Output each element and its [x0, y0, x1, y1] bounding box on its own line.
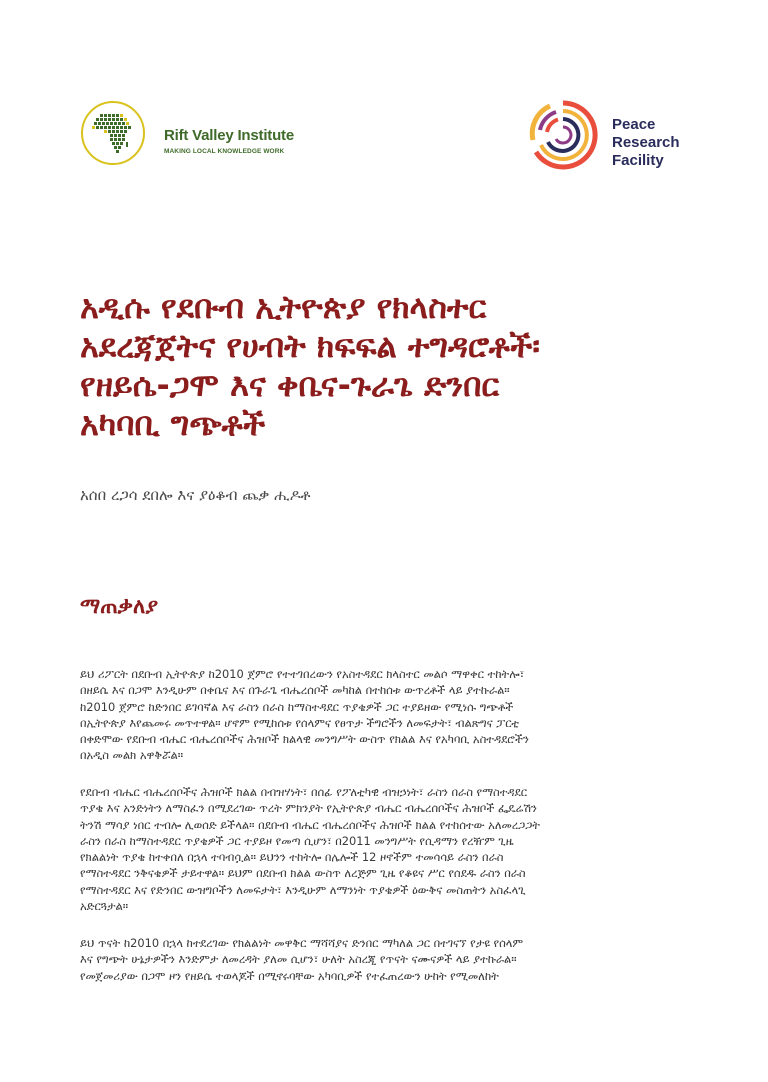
title-line: አዲሱ የደቡብ ኢትዮጵያ የክላስተር — [80, 288, 487, 326]
paragraph-line: በዘይሴ እና በጋሞ እንዲሁም በቀቤና እና በጉራጌ ብሔረሰቦች መካከል በተከሰቱ ውጥረቶች ላይ ያተኩራል። — [80, 683, 510, 698]
title-line: የዘይሴ-ጋሞ እና ቀቤና-ጉራጌ ድንበር — [80, 366, 500, 404]
rvi-tagline: MAKING LOCAL KNOWLEDGE WORK — [164, 148, 285, 155]
paragraph-line: በቀድሞው የደቡብ ብሔር ብሔረሰቦችና ሕዝቦች ክልላዊ መንግሥት ውስጥ የክልል እና የአካባቢ አስተዳደሮችን — [80, 732, 529, 747]
prf-name — [612, 116, 680, 170]
africa-map-icon — [80, 100, 146, 166]
concentric-rings-icon — [528, 100, 598, 170]
paragraph-line: የማስተዳደር እና የድንበር ውዝግቦችን ለመፍታት፣ እንዲሁም ለማንነት ጥያቄዎች ዕውቅና መስጠትን አስፈላጊ — [80, 882, 526, 897]
prf-line-1: Peace — [612, 116, 656, 133]
summary-heading: ማጠቃለያ — [80, 594, 159, 618]
paragraph-line: ራስን በራስ ከማስተዳደር ጥያቄዎች ጋር ተያይዞ የመጣ ሲሆን፣ በ2011 መንግሥት የሲዳማን የረዥም ጊዜ — [80, 833, 514, 848]
paragraph-line: ጥያቄ እና አንድነትን ለማስፈን በሚደረገው ጥረት ምክንያት የኢትዮጵያ ብሔር ብሔረሰቦችና ሕዝቦች ፌዴሬሽን — [80, 801, 537, 816]
paragraph-line: ይህ ጥናት ከ2010 በኋላ ከተደረገው የክልልነት መዋቅር ማሻሻያና ድንበር ማካለል ጋር በተገናኘ የታዩ የሰላም — [80, 936, 524, 950]
paragraph-line: እና የግጭት ሁኔታዎችን እንድምታ ለመረዳት ያለመ ሲሆን፣ ሁለት አስረጂ የጥናት ናሙናዎች ላይ ያተኩራል። — [80, 952, 517, 967]
paragraph-line: የማስተዳደር ንቅናቄዎች ታይተዋል። ይህም በደቡብ ክልል ውስጥ ለረጅም ጊዜ የቆዩና ሥር የሰደዱ ራስን በራስ — [80, 866, 526, 881]
paragraph-line: ትንሽ ማሳያ ነበር ተብሎ ሊወሰድ ይችላል። በደቡብ ብሔር ብሔረሰቦችና ሕዝቦች ክልል የተከሰተው አለመረጋጋት — [80, 817, 540, 832]
summary-paragraph-1 — [80, 666, 688, 764]
paragraph-line: የደቡብ ብሔር ብሔረሰቦችና ሕዝቦች ክልል በብዝሃነት፣ በሰፊ የፖለቲካዊ ብዝኃነት፣ ራስን በራስ የማስተዳደር — [80, 785, 528, 799]
paragraph-line: በአዲስ መልክ አዋቅሯል። — [80, 748, 184, 763]
title-line: አካባቢ ግጭቶች — [80, 405, 266, 443]
report-title — [80, 288, 690, 444]
summary-paragraph-2 — [80, 784, 688, 914]
prf-line-3: Facility — [612, 152, 664, 169]
report-authors: አሰበ ረጋሳ ደበሎ እና ያዕቆብ ጨቃ ሒዶቶ — [80, 486, 311, 504]
summary-paragraph-3 — [80, 935, 688, 984]
title-line: አደረጃጀትና የሀብት ክፍፍል ተግዳሮቶች፡ — [80, 327, 540, 365]
paragraph-line: የመጀመሪያው በጋሞ ዞን የዘይሴ ተወላጆች በሚኖሩባቸው አካባቢዎች የተፈጠረውን ሁከት የሚመለከት — [80, 968, 499, 983]
paragraph-line: የክልልነት ጥያቄ ከተቀበለ በኋላ ተባብሷል። ይህንን ተከትሎ በሌሎች 12 ዞኖችም ተመሳሳይ ራስን በራስ — [80, 850, 504, 865]
paragraph-line: አድርጓታል። — [80, 899, 129, 914]
rvi-logo — [80, 100, 320, 160]
rvi-name: Rift Valley Institute — [164, 127, 294, 144]
paragraph-line: ይህ ሪፖርት በደቡብ ኢትዮጵያ ከ2010 ጀምሮ የተተገበረውን የአስተዳደር ክላስተር መልሶ ማዋቀር ተከትሎ፣ — [80, 667, 525, 681]
prf-line-2: Research — [612, 134, 680, 151]
paragraph-line: በኢትዮጵያ እየጨመሩ መጥተዋል። ሆኖም የሚከሰቱ የሰላምና የፀጥታ ችግሮችን ለመፍታት፣ ብልጽግና ፓርቲ — [80, 715, 519, 730]
paragraph-line: ከ2010 ጀምሮ ከድንበር ይገባኛል እና ራስን በራስ ከማስተዳደር ጥያቄዎች ጋር ተያይዘው የሚነሱ ግጭቶች — [80, 699, 514, 714]
prf-logo — [528, 100, 698, 172]
